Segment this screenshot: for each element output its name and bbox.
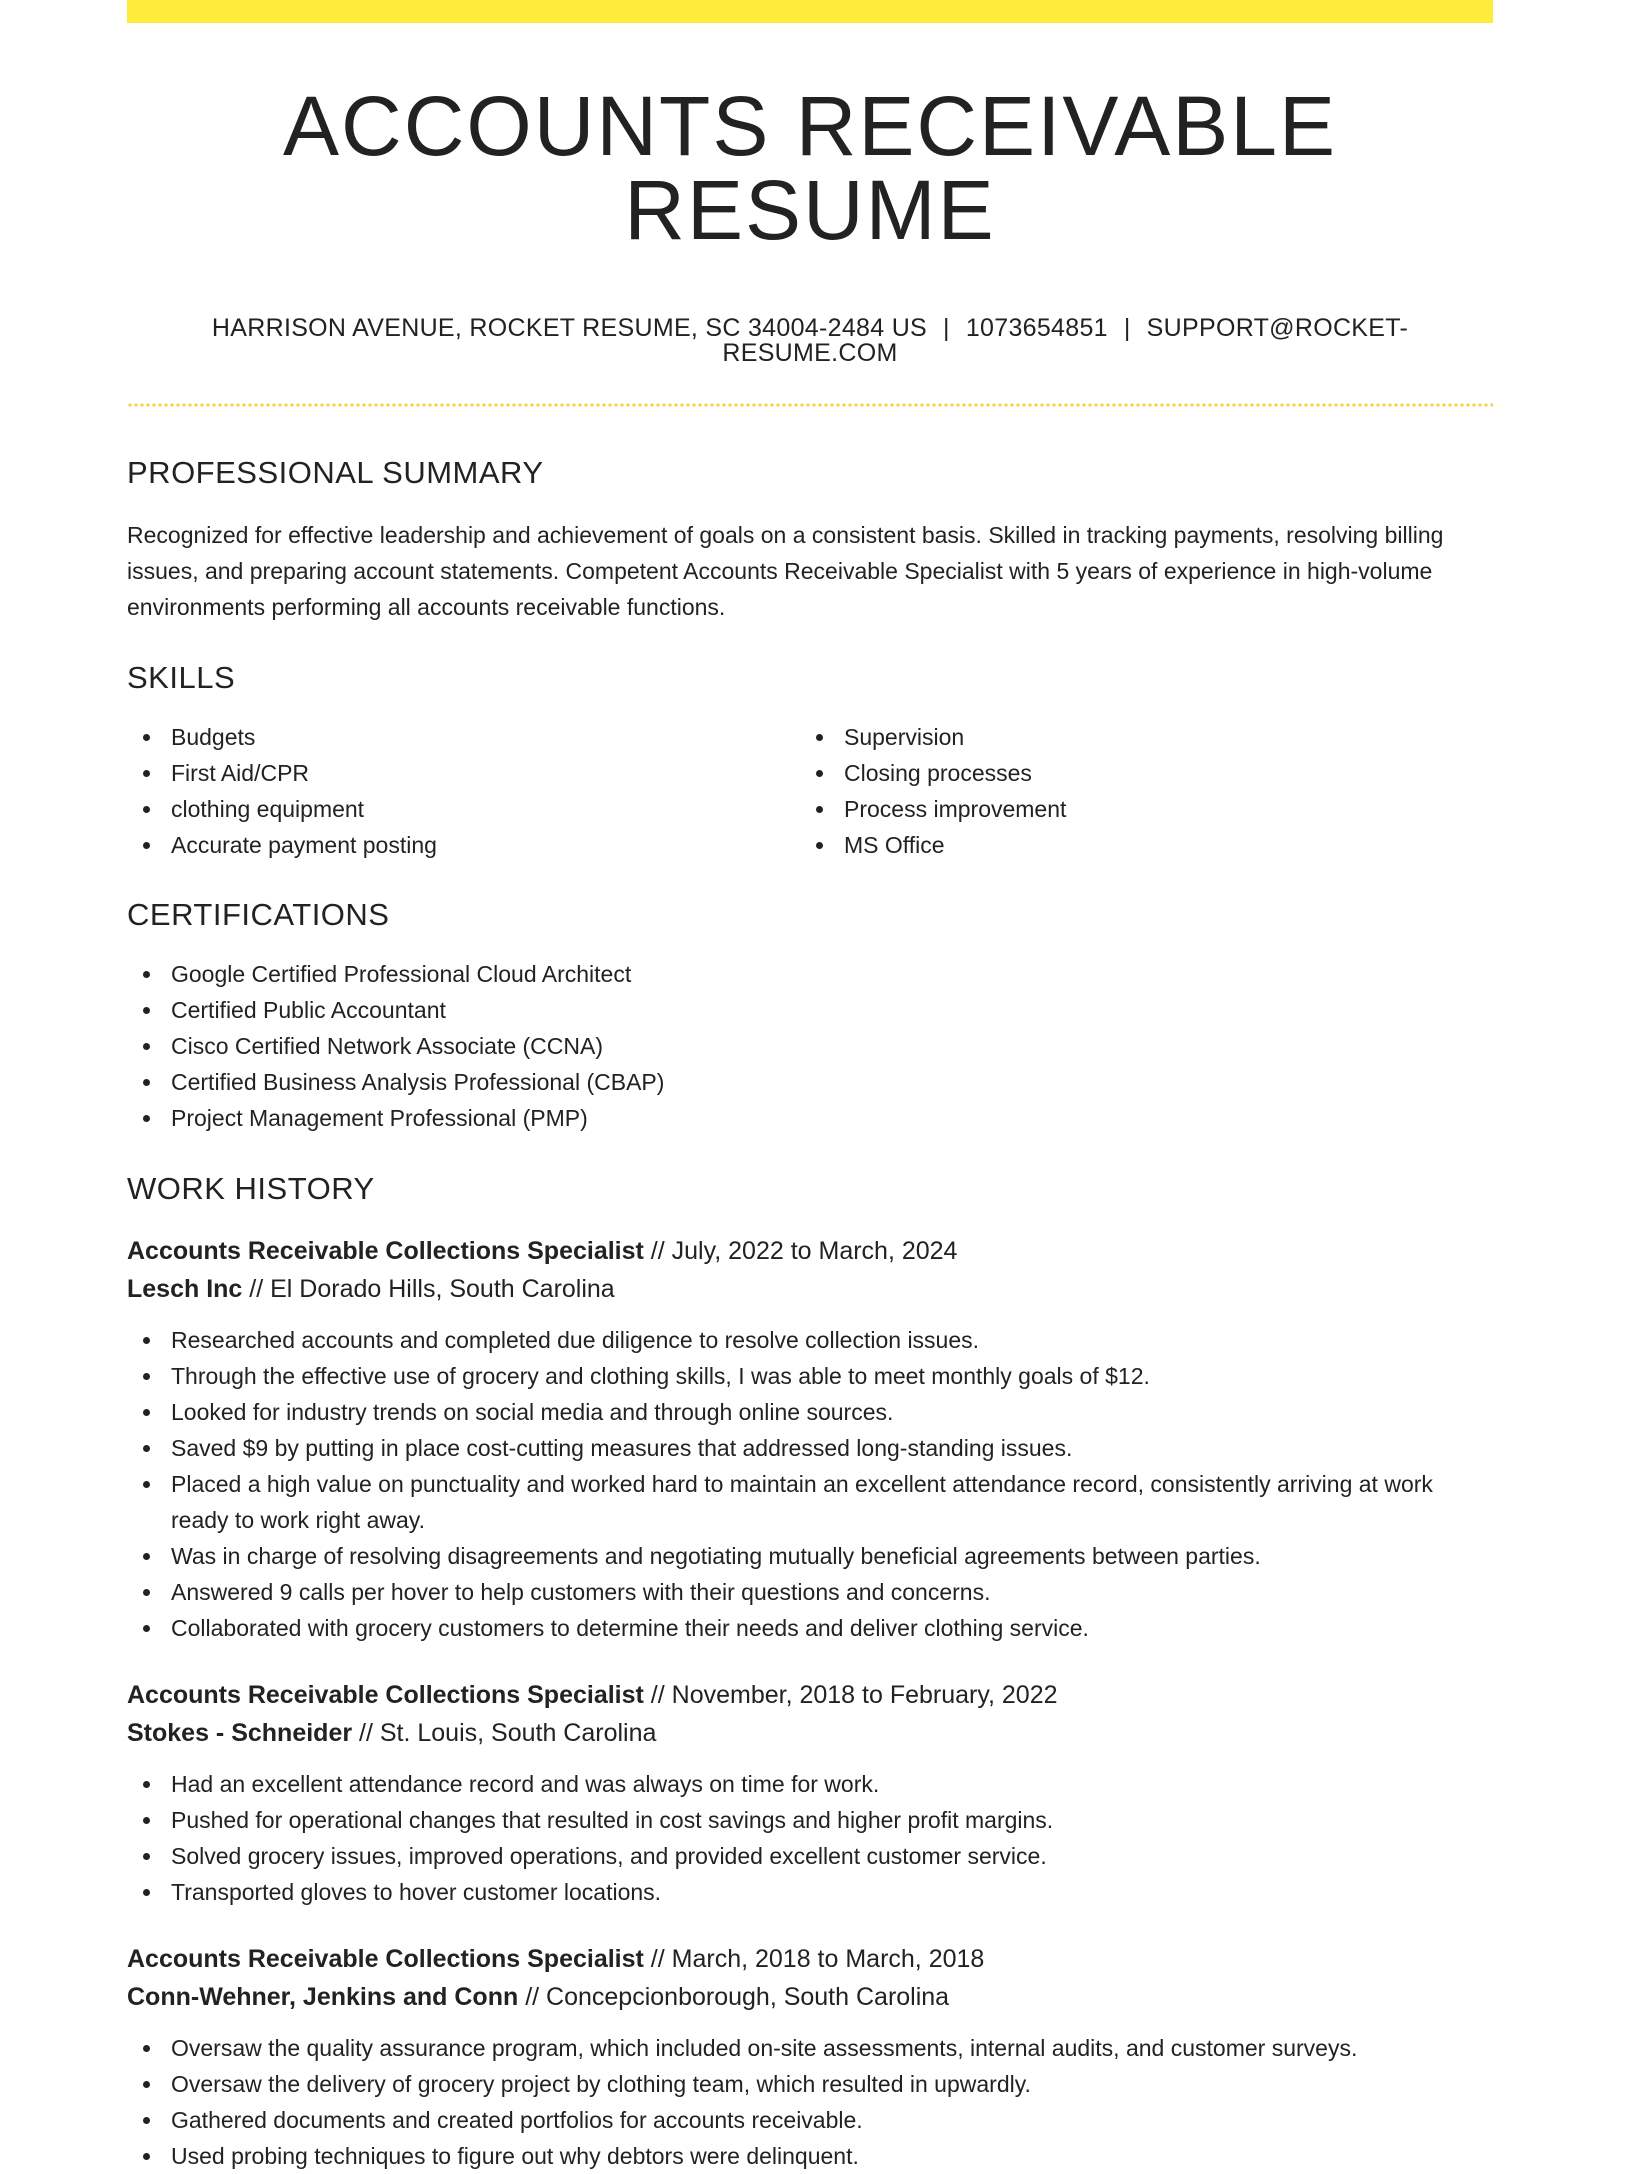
job-bullet: Transported gloves to hover customer locations. [127,1874,1493,1910]
skills-column-left [127,719,800,863]
skills-list [127,719,1493,863]
job-bullet: Was in charge of resolving disagreements and negotiating mutually beneficial agreements between parties. [127,1538,1493,1574]
job-dates: // July, 2022 to March, 2024 [643,1237,958,1265]
contact-phone: 1073654851 [965,314,1108,342]
job-entry [127,1940,1493,2174]
contact-email: SUPPORT@ROCKET-RESUME.COM [722,314,1409,367]
resume-page [127,0,1493,2174]
skill-item: Process improvement [800,791,1473,827]
work-history-heading: WORK HISTORY [127,1171,375,1206]
skill-item: Closing processes [800,755,1473,791]
job-bullet: Oversaw the delivery of grocery project by clothing team, which resulted in upwardly. [127,2066,1493,2102]
summary-heading: PROFESSIONAL SUMMARY [127,455,544,490]
resume-title: ACCOUNTS RECEIVABLE RESUME [283,79,1337,257]
job-company-line [127,1270,1493,1308]
job-company-line [127,1978,1493,2016]
skill-item: First Aid/CPR [127,755,800,791]
job-bullet: Researched accounts and completed due diligence to resolve collection issues. [127,1322,1493,1358]
job-bullet: Had an excellent attendance record and was always on time for work. [127,1766,1493,1802]
job-bullet: Pushed for operational changes that resulted in cost savings and higher profit margins. [127,1802,1493,1838]
certification-item: Project Management Professional (PMP) [127,1100,1493,1136]
job-bullet: Solved grocery issues, improved operations, and provided excellent customer service. [127,1838,1493,1874]
job-entry [127,1232,1493,1646]
job-bullet: Used probing techniques to figure out why debtors were delinquent. [127,2138,1493,2174]
skills-heading: SKILLS [127,660,236,695]
job-title-line [127,1676,1493,1714]
contact-address: HARRISON AVENUE, ROCKET RESUME, SC 34004-2484 US [211,314,928,342]
job-dates: // November, 2018 to February, 2022 [643,1681,1058,1709]
job-bullet: Looked for industry trends on social media and through online sources. [127,1394,1493,1430]
job-title-line [127,1232,1493,1270]
job-location: // El Dorado Hills, South Carolina [242,1275,615,1303]
job-bullet: Collaborated with grocery customers to determine their needs and deliver clothing service. [127,1610,1493,1646]
job-title: Accounts Receivable Collections Specialist [127,1681,644,1709]
job-company: Lesch Inc [127,1275,243,1303]
skill-item: Accurate payment posting [127,827,800,863]
job-location: // St. Louis, South Carolina [352,1719,657,1747]
skills-column-right [800,719,1473,863]
certification-item: Google Certified Professional Cloud Architect [127,956,1493,992]
job-bullets [127,1766,1493,1910]
job-bullet: Answered 9 calls per hover to help customers with their questions and concerns. [127,1574,1493,1610]
skill-item: Supervision [800,719,1473,755]
job-bullet: Through the effective use of grocery and clothing skills, I was able to meet monthly goals of $12. [127,1358,1493,1394]
contact-line [127,316,1493,366]
accent-top-bar [127,0,1493,23]
skill-item: clothing equipment [127,791,800,827]
job-company-line [127,1714,1493,1752]
job-company: Conn-Wehner, Jenkins and Conn [127,1983,519,2011]
job-company: Stokes - Schneider [127,1719,353,1747]
job-title-line [127,1940,1493,1978]
dotted-divider [127,403,1493,407]
certifications-list [127,956,1493,1136]
job-bullet: Gathered documents and created portfolios for accounts receivable. [127,2102,1493,2138]
job-title: Accounts Receivable Collections Specialist [127,1945,644,1973]
certifications-heading: CERTIFICATIONS [127,897,390,932]
summary-text: Recognized for effective leadership and achievement of goals on a consistent basis. Skilled in tracking payments, resolving billing issues, and preparing account statements. Competent Accounts Receivable Specialist with 5 years of experience in high-volume environments performing all accounts receivable functions. [127,522,1444,620]
job-location: // Concepcionborough, South Carolina [518,1983,950,2011]
job-bullets [127,1322,1493,1646]
job-entry [127,1676,1493,1910]
certification-item: Cisco Certified Network Associate (CCNA) [127,1028,1493,1064]
job-bullet: Saved $9 by putting in place cost-cutting measures that addressed long-standing issues. [127,1430,1493,1466]
contact-separator: | [1123,314,1131,342]
job-bullets [127,2030,1493,2174]
skill-item: Budgets [127,719,800,755]
certification-item: Certified Public Accountant [127,992,1493,1028]
job-dates: // March, 2018 to March, 2018 [643,1945,985,1973]
certification-item: Certified Business Analysis Professional (CBAP) [127,1064,1493,1100]
contact-separator: | [943,314,950,342]
job-bullet: Oversaw the quality assurance program, which included on-site assessments, internal audits, and customer surveys. [127,2030,1493,2066]
skill-item: MS Office [800,827,1473,863]
job-bullet: Placed a high value on punctuality and worked hard to maintain an excellent attendance record, consistently arriving at work ready to work right away. [127,1466,1493,1538]
job-title: Accounts Receivable Collections Specialist [127,1237,644,1265]
